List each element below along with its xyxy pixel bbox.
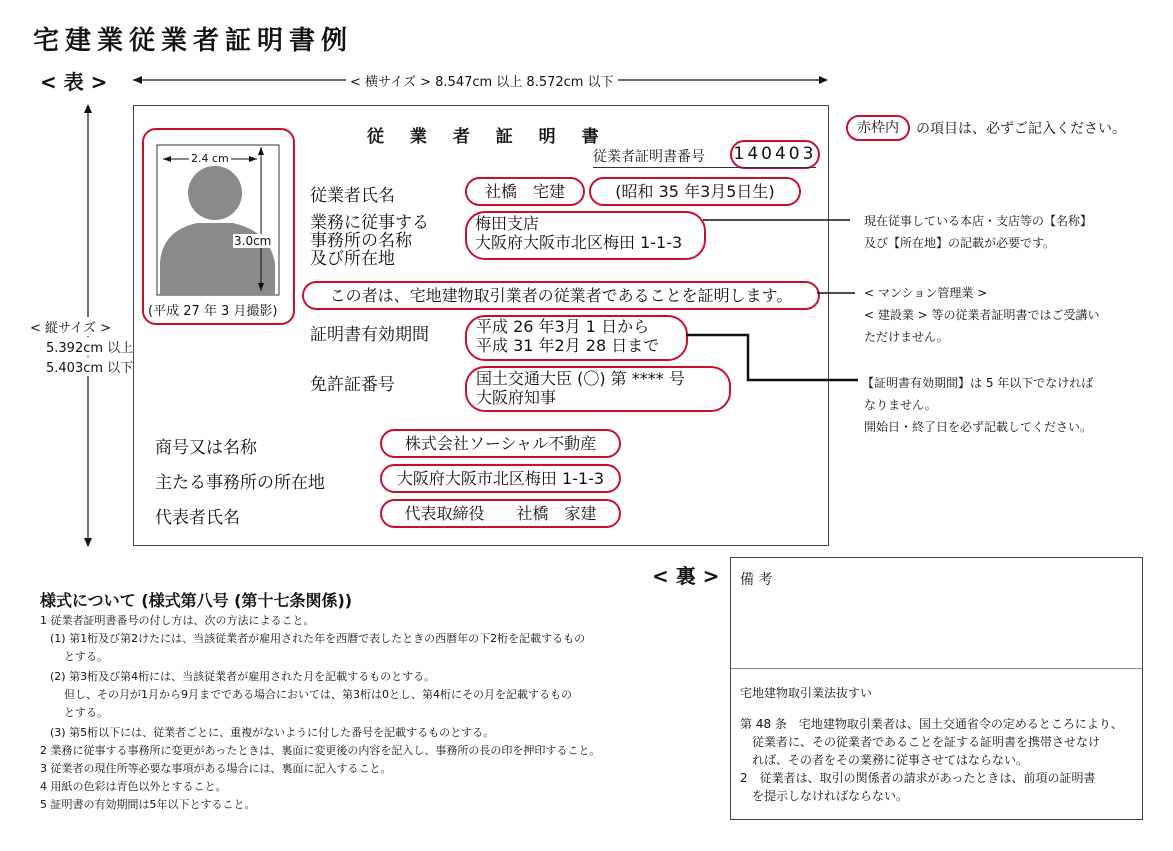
format-line: 3 従業者の現住所等必要な事項がある場合には、裏面に記入すること。 <box>40 762 392 775</box>
office-label-1: 業務に従事する <box>310 213 429 233</box>
front-label: < 表 > <box>40 70 108 94</box>
law-line: 第 48 条 宅地建物取引業者は、国土交通省令の定めるところにより、 <box>740 717 1123 731</box>
card-title: 従 業 者 証 明 書 <box>367 127 609 147</box>
format-line: 但し、その月が1月から9月までである場合においては、第3桁は0とし、第4桁にその月を記載するもの <box>64 688 572 701</box>
mgmt-note-2: < 建設業 > 等の従業者証明書ではご受講い <box>864 308 1100 322</box>
company-value: 株式会社ソーシャル不動産 <box>380 429 621 458</box>
height-label-1: < 縦サイズ > <box>30 317 111 336</box>
hq-label: 主たる事務所の所在地 <box>155 473 325 493</box>
mgmt-note-1: < マンション管理業 > <box>864 286 988 300</box>
red-frame-note: の項目は、必ずご記入ください。 <box>916 121 1126 137</box>
format-line: 4 用紙の色彩は青色以外とすること。 <box>40 780 227 793</box>
law-line: 2 従業者は、取引の関係者の請求があったときは、前項の証明書 <box>740 771 1096 785</box>
cert-no-label: 従業者証明書番号 <box>593 149 705 165</box>
birth-value: (昭和 35 年3月5日生) <box>589 177 801 206</box>
format-heading: 様式について (様式第八号 (第十七条関係)) <box>40 591 353 610</box>
office-address: 大阪府大阪市北区梅田 1-1-3 <box>475 233 683 252</box>
height-label-3: 5.403cm 以下 <box>46 357 133 376</box>
office-note-2: 及び【所在地】の記載が必要です。 <box>864 236 1056 250</box>
law-line: れば、その者をその業務に従事させてはならない。 <box>752 753 1029 767</box>
office-label-3: 及び所在地 <box>310 249 395 269</box>
photo-height-label: 3.0cm <box>234 234 272 248</box>
format-line: 5 証明書の有効期間は5年以下とすること。 <box>40 798 256 811</box>
license-label: 免許証番号 <box>310 375 395 395</box>
period-note-2: なりません。 <box>864 398 937 412</box>
law-line: を提示しなければならない。 <box>752 789 909 803</box>
height-label-2: 5.392cm 以上 <box>46 337 133 356</box>
format-line: (1) 第1桁及び第2けたには、当該従業者が雇用された年を西暦で表したときの西暦年の下2桁を記載するもの <box>50 632 586 645</box>
red-frame-legend: 赤枠内 <box>846 115 910 141</box>
period-note-3: 開始日・終了日を必ず記載してください。 <box>864 420 1093 434</box>
format-line: 1 従業者証明書番号の付し方は、次の方法によること。 <box>40 614 315 627</box>
period-to: 平成 31 年2月 28 日まで <box>476 336 660 355</box>
rep-value: 代表取締役 社橋 家建 <box>380 499 621 528</box>
photo-date: (平成 27 年 3 月撮影) <box>148 304 278 319</box>
page-title: 宅建業従業者証明書例 <box>33 26 354 56</box>
format-line: (2) 第3桁及び第4桁には、当該従業者が雇用された月を記載するものとする。 <box>50 670 436 683</box>
back-divider <box>731 668 1142 669</box>
office-label-2: 事務所の名称 <box>310 231 412 251</box>
office-note-1: 現在従事している本店・支店等の【名称】 <box>864 214 1093 228</box>
period-note-1: 【証明書有効期間】は 5 年以下でなければ <box>862 376 1094 390</box>
law-title: 宅地建物取引業法抜すい <box>740 686 873 700</box>
license-line-2: 大阪府知事 <box>476 388 557 407</box>
license-line-1: 国土交通大臣 (〇) 第 **** 号 <box>476 369 685 388</box>
remarks-label: 備 考 <box>740 572 773 588</box>
period-from: 平成 26 年3月 1 日から <box>476 317 650 336</box>
period-label: 証明書有効期間 <box>310 325 429 345</box>
name-value: 社橋 宅建 <box>465 177 585 206</box>
law-line: 従業者に、その従業者であることを証する証明書を携帯させなけ <box>752 735 1101 749</box>
format-line: 2 業務に従事する事務所に変更があったときは、裏面に変更後の内容を記入し、事務所の長の印を押印すること。 <box>40 744 601 757</box>
format-line: とする。 <box>64 650 108 663</box>
office-name: 梅田支店 <box>475 214 540 233</box>
mgmt-note-3: ただけません。 <box>864 330 949 344</box>
cert-no-value: 140403 <box>730 140 820 169</box>
company-label: 商号又は名称 <box>155 438 257 458</box>
back-label: < 裏 > <box>652 564 720 588</box>
hq-value: 大阪府大阪市北区梅田 1-1-3 <box>380 464 621 493</box>
format-line: (3) 第5桁以下には、従業者ごとに、重複がないように付した番号を記載するものとする。 <box>50 726 495 739</box>
format-line: とする。 <box>64 706 108 719</box>
name-label: 従業者氏名 <box>310 186 395 206</box>
rep-label: 代表者氏名 <box>155 508 240 528</box>
certification-statement: この者は、宅地建物取引業者の従業者であることを証明します。 <box>302 281 820 310</box>
width-label: < 横サイズ > 8.547cm 以上 8.572cm 以下 <box>346 71 618 90</box>
photo-width-label: 2.4 cm <box>191 152 229 165</box>
